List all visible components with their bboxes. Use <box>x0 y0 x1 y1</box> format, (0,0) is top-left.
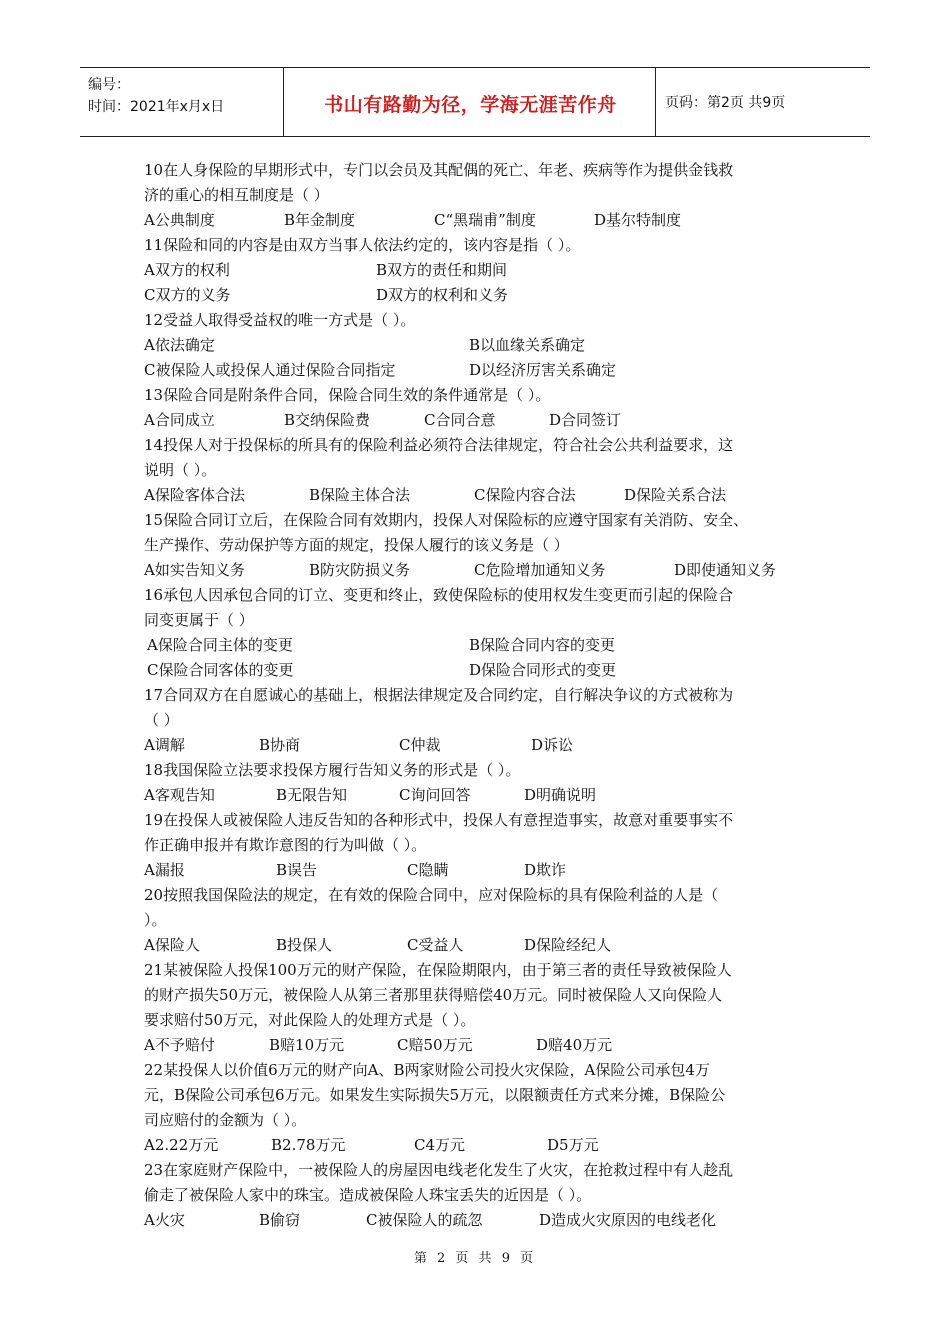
options-row <box>144 258 820 283</box>
option-c: C4万元 <box>414 1136 466 1154</box>
question-item <box>144 233 820 308</box>
option-b: B投保人 <box>276 936 333 954</box>
options-row <box>144 933 820 958</box>
option-b: B交纳保险费 <box>284 411 371 429</box>
option-d: D诉讼 <box>531 736 574 754</box>
header-table <box>80 67 870 137</box>
question-item <box>144 683 820 758</box>
option-a: A漏报 <box>144 861 185 879</box>
option-c: C保险合同客体的变更 <box>147 661 294 679</box>
options-row <box>144 733 820 758</box>
question-item <box>144 758 820 808</box>
question-text: 18我国保险立法要求投保方履行告知义务的形式是（ ）。 <box>144 761 521 779</box>
question-text: 作正确申报并有欺诈意图的行为叫做（ ）。 <box>144 836 427 854</box>
options-row <box>144 1133 820 1158</box>
question-item <box>144 383 820 433</box>
question-item <box>144 308 820 383</box>
option-d: D保险经纪人 <box>524 936 612 954</box>
option-c: C“黑瑞甫”制度 <box>434 211 536 229</box>
option-a: A保险合同主体的变更 <box>147 636 293 654</box>
question-item <box>144 508 820 583</box>
question-text: 的财产损失50万元，被保险人从第三者那里获得赔偿40万元。同时被保险人又向保险人 <box>144 986 723 1004</box>
question-text: 要求赔付50万元，对此保险人的处理方式是（ ）。 <box>144 1011 476 1029</box>
option-b: B赔10万元 <box>269 1036 345 1054</box>
question-text: 15保险合同订立后，在保险合同有效期内，投保人对保险标的应遵守国家有关消防、安全、 <box>144 511 749 529</box>
question-text: 19在投保人或被保险人违反告知的各种形式中，投保人有意捏造事实，故意对重要事实不 <box>144 811 734 829</box>
option-a: A合同成立 <box>144 411 215 429</box>
option-c: C双方的义务 <box>144 286 231 304</box>
option-b: B2.78万元 <box>271 1136 346 1154</box>
option-d: D以经济厉害关系确定 <box>469 361 617 379</box>
page-label: 页码：第2页 共9页 <box>665 95 786 111</box>
option-b: B误告 <box>276 861 318 879</box>
question-text: 22某投保人以价值6万元的财产向A、B两家财险公司投火灾保险，A保险公司承包4万 <box>144 1061 710 1079</box>
header-meta <box>88 74 224 118</box>
question-text: 12受益人取得受益权的唯一方式是（ ）。 <box>144 311 416 329</box>
question-text: 济的重心的相互制度是（ ） <box>144 186 329 204</box>
option-b: B保险主体合法 <box>309 486 411 504</box>
option-c: C保险内容合法 <box>474 486 576 504</box>
option-c: C危险增加通知义务 <box>474 561 606 579</box>
option-d: D赔40万元 <box>536 1036 613 1054</box>
question-item <box>144 1158 820 1233</box>
option-c: C受益人 <box>407 936 464 954</box>
option-d: D合同签订 <box>549 411 622 429</box>
option-c: C被保险人或投保人通过保险合同指定 <box>144 361 396 379</box>
option-b: B防灾防损义务 <box>309 561 411 579</box>
question-text: 16承包人因承包合同的订立、变更和终止，致使保险标的使用权发生变更而引起的保险合 <box>144 586 734 604</box>
option-a: A保险人 <box>144 936 200 954</box>
question-list <box>144 158 820 1233</box>
options-row <box>144 633 820 658</box>
option-d: D即使通知义务 <box>674 561 777 579</box>
options-row <box>144 858 820 883</box>
question-text: 21某被保险人投保100万元的财产保险，在保险期限内，由于第三者的责任导致被保险人 <box>144 961 732 979</box>
option-d: D欺诈 <box>524 861 567 879</box>
option-a: A客观告知 <box>144 786 215 804</box>
question-item <box>144 958 820 1058</box>
option-b: B偷窃 <box>259 1211 301 1229</box>
option-a: A火灾 <box>144 1211 185 1229</box>
question-text: 11保险和同的内容是由双方当事人依法约定的，该内容是指（ ）。 <box>144 236 581 254</box>
question-item <box>144 433 820 508</box>
question-item <box>144 1058 820 1158</box>
options-row <box>144 558 820 583</box>
options-row <box>144 208 820 233</box>
number-label: 编号： <box>88 77 130 93</box>
question-text: 20按照我国保险法的规定，在有效的保险合同中，应对保险标的具有保险利益的人是（ <box>144 886 719 904</box>
question-text: 生产操作、劳动保护等方面的规定，投保人履行的该义务是（ ） <box>144 536 569 554</box>
option-b: B无限告知 <box>276 786 348 804</box>
option-c: C合同合意 <box>424 411 496 429</box>
question-item <box>144 158 820 233</box>
option-c: C赔50万元 <box>397 1036 473 1054</box>
option-d: D5万元 <box>547 1136 599 1154</box>
option-a: A如实告知义务 <box>144 561 245 579</box>
question-text: 13保险合同是附条件合同，保险合同生效的条件通常是（ ）。 <box>144 386 551 404</box>
option-a: A保险客体合法 <box>144 486 245 504</box>
option-d: D明确说明 <box>524 786 597 804</box>
options-row <box>144 283 820 308</box>
options-row <box>144 1033 820 1058</box>
options-row <box>144 1208 820 1233</box>
question-text: 同变更属于（ ） <box>144 611 254 629</box>
question-text: 10在人身保险的早期形式中，专门以会员及其配偶的死亡、年老、疾病等作为提供金钱救 <box>144 161 734 179</box>
option-b: B协商 <box>259 736 301 754</box>
question-text: 17合同双方在自愿诚心的基础上，根据法律规定及合同约定，自行解决争议的方式被称为 <box>144 686 734 704</box>
options-row <box>144 783 820 808</box>
question-text: ）。 <box>144 911 167 929</box>
option-b: B以血缘关系确定 <box>469 336 586 354</box>
options-row <box>144 483 820 508</box>
option-b: B双方的责任和期间 <box>376 261 508 279</box>
question-text: 23在家庭财产保险中，一被保险人的房屋因电线老化发生了火灾，在抢救过程中有人趁乱 <box>144 1161 734 1179</box>
question-item <box>144 883 820 958</box>
option-c: C被保险人的疏忽 <box>366 1211 483 1229</box>
option-a: A公典制度 <box>144 211 215 229</box>
options-row <box>144 408 820 433</box>
question-text: 司应赔付的金额为（ ）。 <box>144 1111 307 1129</box>
options-row <box>144 333 820 358</box>
option-d: D造成火灾原因的电线老化 <box>539 1211 717 1229</box>
option-c: C询问回答 <box>399 786 471 804</box>
option-c: C仲裁 <box>399 736 441 754</box>
question-text: 元，B保险公司承包6万元。如果发生实际损失5万元，以限额责任方式来分摊，B保险公 <box>144 1086 726 1104</box>
question-item <box>144 808 820 883</box>
option-a: A2.22万元 <box>144 1136 219 1154</box>
option-d: D双方的权利和义务 <box>376 286 509 304</box>
question-text: 偷走了被保险人家中的珠宝。造成被保险人珠宝丢失的近因是（ ）。 <box>144 1186 592 1204</box>
option-d: D保险关系合法 <box>624 486 727 504</box>
option-b: B年金制度 <box>284 211 356 229</box>
option-a: A不予赔付 <box>144 1036 215 1054</box>
options-row <box>144 358 820 383</box>
question-text: （ ） <box>144 711 179 729</box>
option-d: D基尔特制度 <box>594 211 682 229</box>
question-item <box>144 583 820 683</box>
option-c: C隐瞒 <box>407 861 449 879</box>
option-b: B保险合同内容的变更 <box>469 636 616 654</box>
question-text: 14投保人对于投保标的所具有的保险利益必须符合法律规定，符合社会公共利益要求，这 <box>144 436 734 454</box>
question-text: 说明（ ）。 <box>144 461 217 479</box>
motto: 书山有路勤为径，学海无涯苦作舟 <box>324 94 617 116</box>
option-d: D保险合同形式的变更 <box>469 661 617 679</box>
option-a: A依法确定 <box>144 336 215 354</box>
option-a: A双方的权利 <box>144 261 230 279</box>
page-footer: 第 2 页 共 9 页 <box>413 1251 537 1266</box>
option-a: A调解 <box>144 736 185 754</box>
date-label: 时间：2021年x月x日 <box>88 99 225 115</box>
options-row <box>144 658 820 683</box>
